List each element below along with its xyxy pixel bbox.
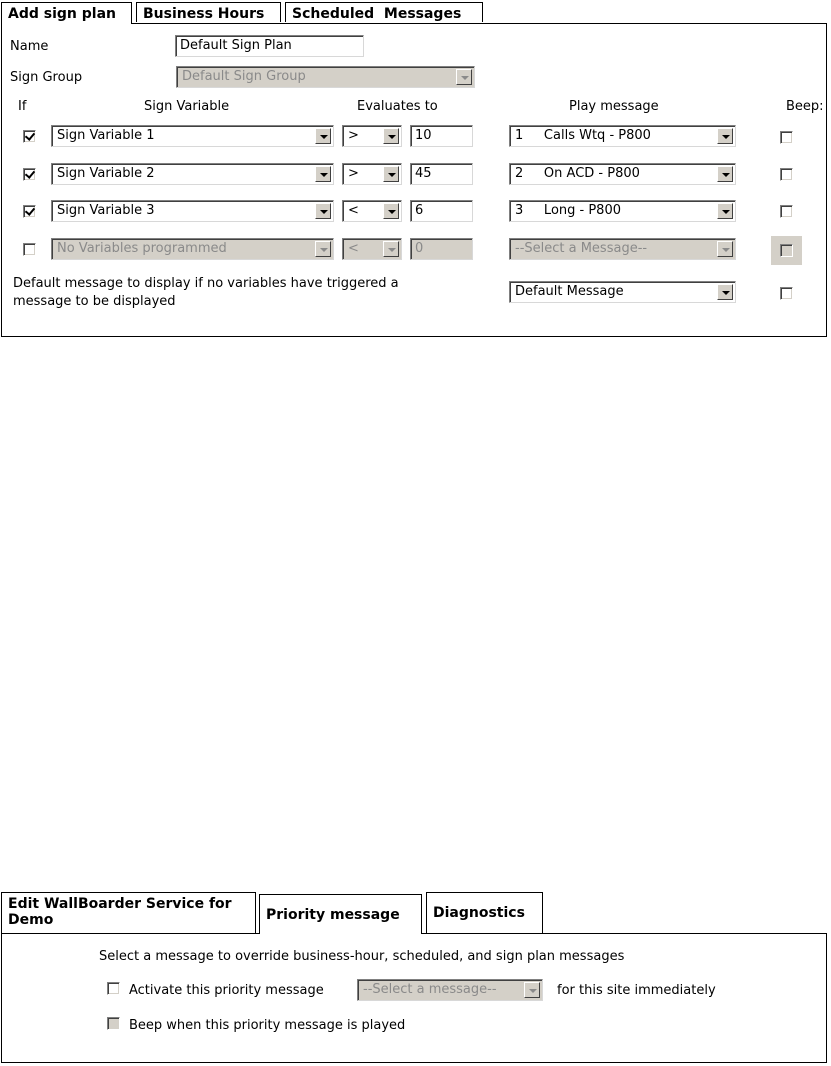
chevron-down-icon [315,166,331,182]
priority-beep-checkbox[interactable] [107,1017,120,1030]
name-input[interactable]: Default Sign Plan [175,35,364,57]
row-4-message-value: --Select a Message-- [515,241,648,256]
chevron-down-icon [315,128,331,144]
row-2-operator-value: > [348,166,359,181]
row-4-variable-select[interactable] [51,238,334,260]
row-1-operator-select[interactable] [342,125,402,147]
chevron-down-icon [717,284,733,300]
default-message-select[interactable] [509,281,736,303]
chevron-down-icon [717,166,733,182]
tab-scheduled-messages[interactable]: Scheduled Messages [285,2,483,22]
row-1-if-checkbox[interactable] [23,130,36,143]
row-2-message-value: 2 On ACD - P800 [515,166,640,181]
name-label: Name [10,39,49,54]
priority-message-value: --Select a message-- [363,982,497,997]
tab-edit-wallboarder-service[interactable] [1,892,256,933]
chevron-down-icon [383,203,399,219]
row-1-value-input[interactable]: 10 [410,125,473,147]
header-play-message: Play message [569,99,659,114]
tab-business-hours[interactable]: Business Hours [136,2,281,22]
default-message-description: Default message to display if no variables have triggered a [13,276,399,291]
header-beep: Beep: [786,99,824,114]
header-evaluates-to: Evaluates to [357,99,438,114]
tab-priority-message[interactable]: Priority message [259,894,422,935]
tab-add-sign-plan[interactable]: Add sign plan [1,2,132,24]
row-3-message-value: 3 Long - P800 [515,203,621,218]
tab-edit-service-line2: Demo [8,912,54,928]
row-1-variable-value: Sign Variable 1 [57,128,155,143]
activate-priority-label: Activate this priority message [129,983,324,998]
row-2-variable-select[interactable] [51,163,334,185]
row-4-variable-value: No Variables programmed [57,241,227,256]
row-2-beep-checkbox[interactable] [780,168,793,181]
row-3-variable-select[interactable] [51,200,334,222]
chevron-down-icon [315,241,331,257]
row-3-beep-checkbox[interactable] [780,205,793,218]
row-1-variable-select[interactable] [51,125,334,147]
default-message-value: Default Message [515,284,624,299]
row-1-message-value: 1 Calls Wtq - P800 [515,128,651,143]
row-4-message-select[interactable] [509,238,736,260]
chevron-down-icon [717,203,733,219]
activate-priority-checkbox[interactable] [107,982,120,995]
row-4-operator-value: < [348,241,359,256]
row-2-variable-value: Sign Variable 2 [57,166,155,181]
row-2-value-input[interactable]: 45 [410,163,473,185]
row-2-if-checkbox[interactable] [23,168,36,181]
default-message-description-line2: message to be displayed [13,294,176,309]
row-3-value-input[interactable]: 6 [410,200,473,222]
row-2-message-select[interactable] [509,163,736,185]
default-beep-checkbox[interactable] [780,287,793,300]
tab-edit-service-line1: Edit WallBoarder Service for [8,896,232,912]
row-3-if-checkbox[interactable] [23,205,36,218]
chevron-down-icon [383,166,399,182]
row-1-message-select[interactable] [509,125,736,147]
row-1-beep-checkbox[interactable] [780,131,793,144]
row-4-beep-checkbox[interactable] [780,244,793,257]
chevron-down-icon [524,982,540,998]
tab-diagnostics[interactable]: Diagnostics [426,892,543,933]
sign-group-value: Default Sign Group [182,69,306,84]
chevron-down-icon [717,241,733,257]
row-2-operator-select[interactable] [342,163,402,185]
priority-message-select[interactable] [357,979,543,1001]
header-if: If [18,99,27,114]
row-3-operator-value: < [348,203,359,218]
row-4-if-checkbox[interactable] [23,243,36,256]
chevron-down-icon [456,69,472,85]
chevron-down-icon [383,128,399,144]
row-4-operator-select[interactable] [342,238,402,260]
chevron-down-icon [315,203,331,219]
chevron-down-icon [717,128,733,144]
row-3-variable-value: Sign Variable 3 [57,203,155,218]
priority-beep-label: Beep when this priority message is played [129,1018,406,1033]
header-sign-variable: Sign Variable [144,99,230,114]
row-1-operator-value: > [348,128,359,143]
row-4-value-input[interactable]: 0 [410,238,473,260]
priority-instructions: Select a message to override business-hour, scheduled, and sign plan messages [99,949,625,964]
immediately-label: for this site immediately [557,983,716,998]
row-3-message-select[interactable] [509,200,736,222]
sign-group-select[interactable] [176,66,475,88]
sign-group-label: Sign Group [10,70,83,85]
row-3-operator-select[interactable] [342,200,402,222]
chevron-down-icon [383,241,399,257]
